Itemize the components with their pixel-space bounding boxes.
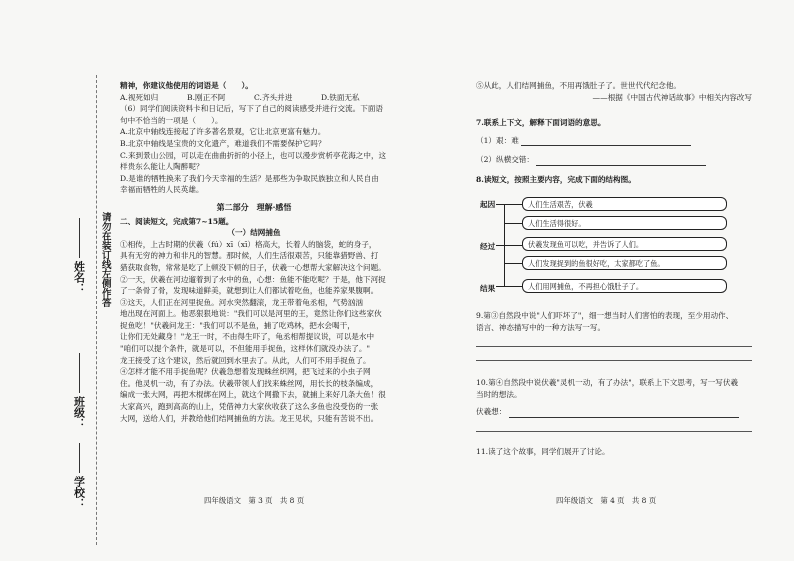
- para5: ⑤从此，人们结网捕鱼，不用再饿肚子了。世世代代纪念他。: [476, 81, 682, 90]
- diagram-connector-4: [504, 263, 522, 264]
- q10-answer-line-1[interactable]: [509, 408, 739, 418]
- q6-option-d-line-1[interactable]: D.是谁的牺牲换来了我们今天幸福的生活？是那些为争取民族独立和人民自由: [120, 173, 379, 183]
- diagram-connector-3: [496, 245, 522, 246]
- binding-dash-line: [96, 75, 97, 545]
- q9-stem-line-1: 9.第③自然段中说"人们吓坏了"，细一想当时人们害怕的表现，至少用动作、: [476, 311, 734, 320]
- q5-options: [120, 92, 388, 104]
- diagram-box-4[interactable]: [522, 256, 727, 270]
- diagram-box-2[interactable]: [522, 216, 727, 230]
- q7-item-2-answer-line[interactable]: [536, 156, 706, 166]
- name-label: 姓名：: [72, 261, 86, 294]
- page-4-lower: [476, 310, 752, 458]
- page-3-footer: 四年级语文 第 3 页 共 8 页: [204, 496, 305, 505]
- diagram-connector-2: [504, 223, 522, 224]
- q6-option-a[interactable]: A.北京中轴线连接起了许多著名景观，它让北京更富有魅力。: [120, 127, 326, 137]
- q7-item-1-label: （1）艰：难: [476, 135, 519, 145]
- diagram-box-6-text: 人们用网捕鱼，不再担心饿肚子了。: [528, 282, 644, 291]
- para4-line-3: 编成一张大网，再把木棍绑在网上，就这个网撒下去，就捕上来好几条大鱼！很: [120, 390, 386, 400]
- para1-line-1: ①相传，上古时期的伏羲（fú）xī（xī）格高大，长着人的脑袋，蛇的身子，: [120, 239, 377, 249]
- diagram-middle-label: 经过: [480, 242, 496, 251]
- q6-option-b[interactable]: B.北京中轴线是宝贵的文化遗产，难道我们不需要保护它吗？: [120, 138, 326, 148]
- diagram-box-1-text: 人们生活艰苦，伏羲: [528, 200, 593, 209]
- para3-line-3: 捉鱼吃！"伏羲问龙王："我们可以不是鱼，捕了吃鸡林，把水会喝干，: [120, 320, 355, 330]
- para3-line-2: 地出现在河面上。他恶狠狠地说："我们可以是河里的王，竟然让你们这些家伙: [120, 309, 382, 319]
- reading-intro: 二、阅读短文，完成第7~15题。: [120, 216, 234, 226]
- q7-item-1-answer-line[interactable]: [521, 136, 691, 146]
- q10-stem-line-2: 当时的想法。: [476, 389, 522, 399]
- binding-warning-text: 请勿在装订线左侧作答: [99, 212, 111, 307]
- q7-item-2-label: （2）纵横交错：: [476, 155, 534, 165]
- q10-stem-line-1: 10.第④自然段中说伏羲"灵机一动，有了办法"，联系上下文思考，写一写伏羲: [476, 378, 739, 388]
- q7-item-1: [476, 135, 752, 147]
- para1-line-2: 具有无穷的神力和非凡的智慧。那时候，人们生活很艰苦，只能靠猎野兽、打: [120, 251, 379, 261]
- para3-line-4: 让你们无处藏身！"龙王一时，不由得生吓了，龟丞相帮提议说，可以是水中: [120, 332, 375, 342]
- diagram-box-1[interactable]: [522, 197, 727, 211]
- diagram-box-4-text: 人们发现捉到的鱼很好吃，太家都吃了鱼。: [528, 259, 665, 268]
- diagram-box-3-text: 伏羲发现鱼可以吃，并告诉了人们。: [528, 240, 644, 249]
- name-field[interactable]: [68, 215, 90, 294]
- binding-warning: [98, 212, 112, 307]
- diagram-box-1-blank[interactable]: [595, 203, 655, 211]
- q8-stem: 8.读短文，按照主要内容，完成下面的结构图。: [476, 174, 636, 184]
- name-fill-line: [79, 218, 80, 258]
- q6-stem-line-1: （6）同学们阅读资料卡和日记后，写下了自己的阅读感受并进行交流。下面语: [120, 104, 384, 114]
- passage-title: （一）结网捕鱼: [227, 228, 281, 238]
- q5-stem: 精神，你建议他使用的词语是（ ）。: [120, 81, 253, 90]
- para4-line-5: 大网，送给人们，并教给他们结网捕鱼的方法。龙王见状，只能有苦说不出。: [120, 413, 379, 423]
- q9-answer-line-1[interactable]: [476, 345, 752, 347]
- para3-line-1: ③这天，人们正在河里捉鱼。河水突然翻滚，龙王带着龟丞相，气势汹汹: [120, 297, 363, 307]
- diagram-box-3[interactable]: [522, 237, 727, 251]
- q5-option-a[interactable]: A.视死如归: [120, 92, 159, 102]
- q6-stem-line-2: 句中不恰当的一项是（ ）。: [120, 115, 223, 125]
- page-4: [476, 80, 752, 186]
- diagram-connector-5: [496, 286, 522, 287]
- q5-option-c[interactable]: C.齐头并进: [254, 92, 293, 102]
- q9-stem-line-2: 语言、神态描写中的一种方法写一写。: [476, 322, 606, 332]
- para1-line-3: 猎获取食物，常常是吃了上顿没下顿的日子，伏羲一心想帮大家解决这个问题。: [120, 262, 386, 272]
- q7-item-2: [476, 154, 752, 166]
- school-label: 学校：: [72, 476, 86, 509]
- q6-option-c-line-1[interactable]: C.来到景山公园，可以走在曲曲折折的小径上，也可以漫步赏析亭花海之中，这: [120, 150, 387, 160]
- class-label: 班级：: [72, 396, 86, 429]
- para2-line-1: ②一天，伏羲在河边遛着到了水中的鱼，心想：鱼能不能吃呢？于是，他下河捉: [120, 274, 386, 284]
- school-fill-line: [79, 443, 80, 473]
- diagram-end-label: 结果: [480, 284, 496, 293]
- q10-answer-label: 伏羲想：: [476, 407, 507, 417]
- para3-line-6: 龙王接受了这个建议，然后就回到水里去了。从此，人们可不用手捉鱼了。: [120, 355, 371, 365]
- diagram-connector-1: [496, 204, 522, 205]
- q10-answer: [476, 406, 752, 418]
- para4-line-1: ④怎样才能不用手捉鱼呢？伏羲急想着发现蛛丝织网，把飞过来的小虫子网: [120, 367, 371, 377]
- page-4-footer: 四年级语文 第 4 页 共 8 页: [556, 496, 657, 505]
- q6-option-d-line-2: 幸福而牺牲的人民英雄。: [120, 185, 204, 195]
- diagram-box-2-text: 人们生活得很好。: [528, 219, 586, 228]
- para4-line-4: 大家高兴，跑到高高的山上，凭借神力大家伙收获了这么多鱼也没受伤的一张: [120, 402, 379, 412]
- class-field[interactable]: [68, 350, 90, 429]
- diagram-box-6[interactable]: [522, 279, 727, 293]
- para3-line-5: "咱们可以提个条件，就是可以，不但能用手捉鱼，这样休们就没办法了。": [120, 344, 370, 354]
- part2-title: 第二部分 理解·感悟: [216, 201, 292, 212]
- para2-line-2: 了一条骨了骨，发现味道鲜美，就想到让人们都试着吃鱼，也能养家果腹啊。: [120, 286, 379, 296]
- class-fill-line: [79, 353, 80, 393]
- diagram-start-label: 起因: [480, 200, 496, 209]
- structure-diagram: [480, 195, 750, 295]
- q6-option-c-line-2: 样贵东么能让人陶醉呢？: [120, 162, 204, 172]
- school-field[interactable]: [68, 440, 90, 509]
- page-3: [120, 80, 388, 424]
- para4-line-2: 住。他灵机一动，有了办法。伏羲带领人们找来蛛丝网，用长长的枝条编成，: [120, 378, 379, 388]
- q7-stem: 7.联系上下文，解释下面词语的意思。: [476, 118, 606, 128]
- q5-option-d[interactable]: D.铁面无私: [321, 92, 360, 102]
- q5-option-b[interactable]: B.刚正不阿: [187, 92, 226, 102]
- q11-stem: 11.读了这个故事，同学们展开了讨论。: [476, 446, 610, 456]
- passage-source: ——根据《中国古代神话故事》中相关内容改写: [592, 92, 752, 102]
